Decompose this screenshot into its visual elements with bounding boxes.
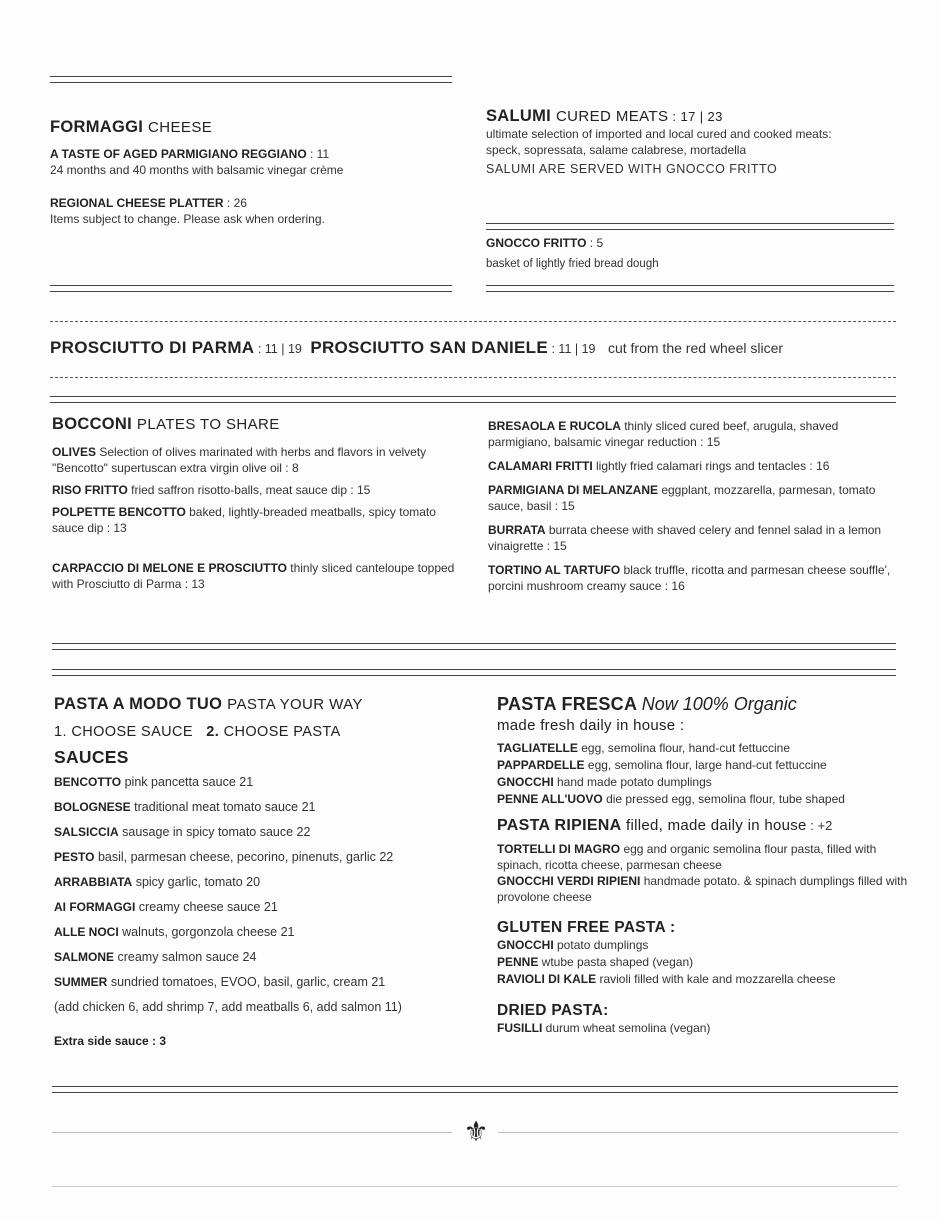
menu-item: POLPETTE BENCOTTO baked, lightly-breaded meatballs, spicy tomato sauce dip : 13 <box>52 505 436 535</box>
menu-item: A TASTE OF AGED PARMIGIANO REGGIANO : 11 24 months and 40 months with balsamic vinegar crème <box>50 147 344 177</box>
gluten-free-heading: GLUTEN FREE PASTA : <box>497 919 676 936</box>
bocconi-left <box>52 415 457 592</box>
sauce-item: AI FORMAGGI creamy cheese sauce 21 <box>54 900 278 914</box>
sauce-item: PESTO basil, parmesan cheese, pecorino, pinenuts, garlic 22 <box>54 850 394 864</box>
emblem-line-right <box>498 1132 898 1133</box>
divider-full <box>50 396 896 403</box>
salumi-desc: speck, sopressata, salame calabrese, mortadella <box>486 143 747 157</box>
pasta-item: TAGLIATELLE egg, semolina flour, hand-cut fettuccine <box>497 741 791 755</box>
divider-right <box>486 285 894 292</box>
pasta-item: FUSILLI durum wheat semolina (vegan) <box>497 1021 711 1035</box>
bocconi-right <box>488 418 898 594</box>
divider-full <box>52 643 896 650</box>
menu-item: REGIONAL CHEESE PLATTER : 26 Items subject to change. Please ask when ordering. <box>50 196 325 226</box>
pasta-item: TORTELLI DI MAGRO egg and organic semolina flour pasta, filled with spinach, ricotta cheese, parmesan cheese <box>497 842 877 872</box>
prosciutto-line: PROSCIUTTO DI PARMA : 11 | 19 PROSCIUTTO SAN DANIELE : 11 | 19 cut from the red wheel slicer <box>50 338 784 357</box>
menu-item: OLIVES Selection of olives marinated with herbs and flavors in velvety "Bencotto" supertuscan extra virgin olive oil : 8 <box>52 445 427 475</box>
sauce-item: SUMMER sundried tomatoes, EVOO, basil, garlic, cream 21 <box>54 975 386 989</box>
sauce-item: SALSICCIA sausage in spicy tomato sauce 22 <box>54 825 311 839</box>
divider-full <box>52 669 896 676</box>
salumi-section <box>486 107 906 177</box>
prosciutto-parma: PROSCIUTTO DI PARMA <box>50 338 255 357</box>
prosciutto-san-daniele: PROSCIUTTO SAN DANIELE <box>310 338 549 357</box>
bocconi-heading: BOCCONI PLATES TO SHARE <box>52 415 280 433</box>
sauce-item: ALLE NOCI walnuts, gorgonzola cheese 21 <box>54 925 295 939</box>
salumi-divider <box>486 223 894 230</box>
menu-item: BURRATA burrata cheese with shaved celery and fennel salad in a lemon vinaigrette : 15 <box>488 523 882 553</box>
pasta-item: GNOCCHI potato dumplings <box>497 938 649 952</box>
pasta-steps: 1. CHOOSE SAUCE 2. CHOOSE PASTA <box>54 724 341 740</box>
fleur-de-lis-icon: ⚜ <box>463 1115 489 1148</box>
prosciutto-note: cut from the red wheel slicer <box>607 340 784 356</box>
pasta-item: GNOCCHI hand made potato dumplings <box>497 775 712 789</box>
menu-item: CARPACCIO DI MELONE E PROSCIUTTO thinly sliced canteloupe topped with Prosciutto di Parma : 13 <box>52 561 455 591</box>
extra-side-sauce: Extra side sauce : 3 <box>54 1034 167 1048</box>
bottom-rule <box>52 1186 898 1187</box>
dashed-divider <box>50 377 896 378</box>
pasta-ripiena-heading: PASTA RIPIENA filled, made daily in house : +2 <box>497 817 833 834</box>
pasta-fresca-sub: made fresh daily in house : <box>497 717 685 734</box>
menu-item: BRESAOLA E RUCOLA thinly sliced cured beef, arugula, shaved parmigiano, balsamic vinegar reduction : 15 <box>488 419 839 449</box>
salumi-desc: ultimate selection of imported and local cured and cooked meats: <box>486 127 832 141</box>
sauces-heading: SAUCES <box>54 747 129 767</box>
pasta-item: RAVIOLI DI KALE ravioli filled with kale and mozzarella cheese <box>497 972 836 986</box>
sauce-addons: (add chicken 6, add shrimp 7, add meatballs 6, add salmon 11) <box>54 1000 402 1014</box>
gnocco-section: GNOCCO FRITTO : 5 basket of lightly fried bread dough <box>486 236 659 270</box>
sauce-item: BOLOGNESE traditional meat tomato sauce 21 <box>54 800 316 814</box>
top-divider-left <box>50 76 452 83</box>
pasta-item: PENNE wtube pasta shaped (vegan) <box>497 955 694 969</box>
sauce-item: SALMONE creamy salmon sauce 24 <box>54 950 257 964</box>
menu-item: PARMIGIANA DI MELANZANE eggplant, mozzarella, parmesan, tomato sauce, basil : 15 <box>488 483 876 513</box>
emblem-line-left <box>52 1132 452 1133</box>
salumi-note: SALUMI ARE SERVED WITH GNOCCO FRITTO <box>486 162 778 176</box>
divider-full <box>52 1086 898 1093</box>
formaggi-heading: FORMAGGI CHEESE <box>50 118 213 136</box>
pasta-item: PENNE ALL'UOVO die pressed egg, semolina flour, tube shaped <box>497 792 845 806</box>
divider-left <box>50 285 452 292</box>
sauce-item: ARRABBIATA spicy garlic, tomato 20 <box>54 875 261 889</box>
pasta-fresca-section <box>497 694 917 1036</box>
salumi-heading: SALUMI CURED MEATS : 17 | 23 <box>486 107 723 125</box>
pasta-item: PAPPARDELLE egg, semolina flour, large hand-cut fettuccine <box>497 758 827 772</box>
organic-tagline: Now 100% Organic <box>641 694 797 714</box>
menu-item: CALAMARI FRITTI lightly fried calamari rings and tentacles : 16 <box>488 459 830 473</box>
pasta-item: GNOCCHI VERDI RIPIENI handmade potato. & spinach dumplings filled with provolone cheese <box>497 874 908 904</box>
dashed-divider <box>50 321 896 322</box>
pasta-fresca-heading: PASTA FRESCA Now 100% Organic <box>497 694 797 714</box>
sauce-item: BENCOTTO pink pancetta sauce 21 <box>54 775 254 789</box>
pasta-modo-section <box>54 695 464 1048</box>
menu-item: TORTINO AL TARTUFO black truffle, ricotta and parmesan cheese souffle', porcini mushroom creamy sauce : 16 <box>488 563 891 593</box>
dried-pasta-heading: DRIED PASTA: <box>497 1002 609 1019</box>
formaggi-section <box>50 118 460 227</box>
pasta-modo-heading: PASTA A MODO TUO PASTA YOUR WAY <box>54 695 363 713</box>
menu-item: RISO FRITTO fried saffron risotto-balls, meat sauce dip : 15 <box>52 483 371 497</box>
